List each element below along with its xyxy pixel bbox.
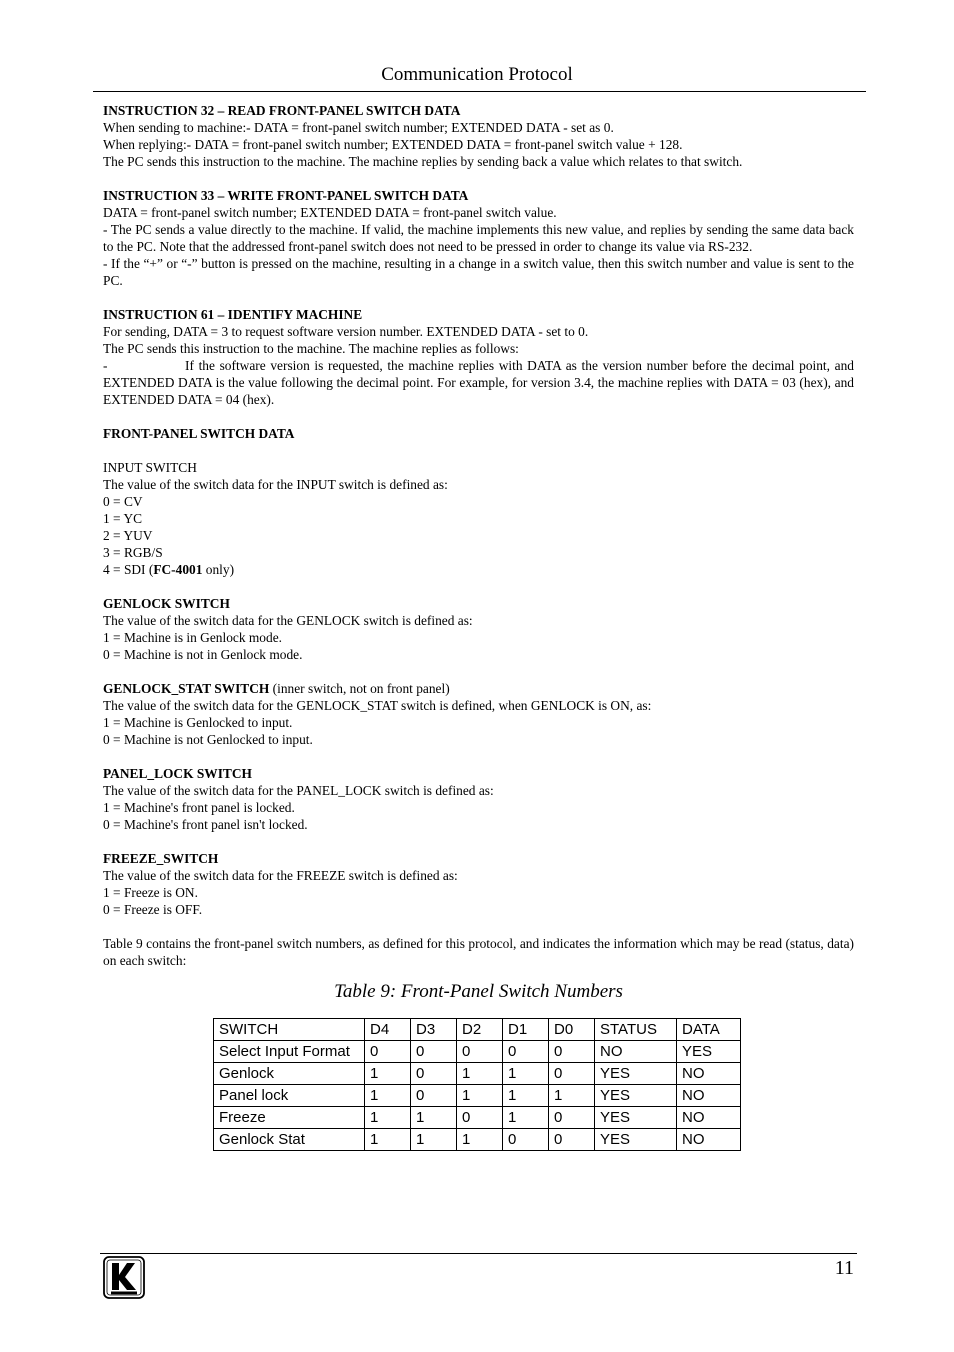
table-cell: 1 [365, 1085, 411, 1107]
instruction-33-heading: INSTRUCTION 33 – WRITE FRONT-PANEL SWITCH DATA [103, 188, 469, 203]
list-dash: - [103, 358, 108, 373]
table-cell: 1 [365, 1063, 411, 1085]
table-row [214, 1129, 741, 1151]
table-header-cell: D0 [549, 1019, 595, 1041]
instruction-61-text: If the software version is requested, the machine replies with DATA as the version number before the decimal point, and EXTENDED DATA is the value following the decimal point. For example, for version 3.4, the machine replies with DATA = 03 (hex), and EXTENDED DATA = 04 (hex). [103, 358, 854, 407]
instruction-61-paragraph [103, 357, 854, 408]
table-header-cell: SWITCH [214, 1019, 365, 1041]
table-cell: NO [595, 1041, 677, 1063]
table-cell: 0 [503, 1041, 549, 1063]
input-switch-value: 1 = YC [103, 511, 143, 526]
input-switch-value [103, 561, 854, 578]
kramer-logo [103, 1256, 145, 1299]
table-cell: Genlock Stat [214, 1129, 365, 1151]
table-cell: YES [595, 1085, 677, 1107]
freeze-switch-desc: The value of the switch data for the FREEZE switch is defined as: [103, 868, 458, 883]
sdi-model: FC-4001 [153, 562, 203, 577]
table-intro: Table 9 contains the front-panel switch numbers, as defined for this protocol, and indicates the information which may be read (status, data) on each switch: [103, 936, 854, 968]
panel-lock-value: 0 = Machine's front panel isn't locked. [103, 817, 308, 832]
table-cell: 0 [549, 1129, 595, 1151]
genlock-switch-heading: GENLOCK SWITCH [103, 596, 230, 611]
table-header-cell: D4 [365, 1019, 411, 1041]
table-cell: NO [677, 1063, 741, 1085]
table-cell: 0 [411, 1063, 457, 1085]
table-cell: 0 [457, 1041, 503, 1063]
table-cell: 1 [503, 1063, 549, 1085]
table-cell: YES [595, 1107, 677, 1129]
table-header-cell: D2 [457, 1019, 503, 1041]
table-cell: 0 [549, 1107, 595, 1129]
table-cell: 0 [549, 1041, 595, 1063]
table-cell: 1 [503, 1107, 549, 1129]
instruction-61-heading: INSTRUCTION 61 – IDENTIFY MACHINE [103, 307, 363, 322]
sdi-suffix: only) [202, 562, 235, 577]
instruction-33-line: DATA = front-panel switch number; EXTENDED DATA = front-panel switch value. [103, 205, 557, 220]
input-switch-value: 0 = CV [103, 494, 143, 509]
table-cell: NO [677, 1129, 741, 1151]
input-switch-desc: The value of the switch data for the INPUT switch is defined as: [103, 477, 448, 492]
instruction-33-paragraph: - The PC sends a value directly to the machine. If valid, the machine implements this new value, and replies by sending the same data back to the PC. Note that the addressed front-panel switch does not need to be pressed in order to change its value via RS-232. [103, 222, 854, 254]
instruction-33-paragraph: - If the “+” or “-” button is pressed on the machine, resulting in a change in a switch value, then this switch number and value is sent to the PC. [103, 256, 854, 288]
table-cell: 0 [411, 1085, 457, 1107]
table-header-cell: DATA [677, 1019, 741, 1041]
table-cell: NO [677, 1085, 741, 1107]
instruction-32-line: The PC sends this instruction to the machine. The machine replies by sending back a value which relates to that switch. [103, 154, 743, 169]
panel-lock-value: 1 = Machine's front panel is locked. [103, 800, 295, 815]
table-cell: 0 [503, 1129, 549, 1151]
genlock-stat-desc: The value of the switch data for the GENLOCK_STAT switch is defined, when GENLOCK is ON, as: [103, 698, 652, 713]
instruction-61-line: For sending, DATA = 3 to request software version number. EXTENDED DATA - set to 0. [103, 324, 589, 339]
instruction-61-line: The PC sends this instruction to the machine. The machine replies as follows: [103, 341, 519, 356]
table-row [214, 1063, 741, 1085]
freeze-switch-value: 0 = Freeze is OFF. [103, 902, 203, 917]
instruction-32-line: When replying:- DATA = front-panel switch number; EXTENDED DATA = front-panel switch value + 128. [103, 137, 683, 152]
table-cell: 0 [457, 1107, 503, 1129]
freeze-switch-value: 1 = Freeze is ON. [103, 885, 198, 900]
genlock-stat-value: 1 = Machine is Genlocked to input. [103, 715, 293, 730]
genlock-stat-note: (inner switch, not on front panel) [269, 681, 450, 696]
table-cell: 0 [549, 1063, 595, 1085]
input-switch-value: 3 = RGB/S [103, 545, 163, 560]
table-cell: 1 [365, 1129, 411, 1151]
genlock-switch-value: 1 = Machine is in Genlock mode. [103, 630, 282, 645]
panel-lock-heading: PANEL_LOCK SWITCH [103, 766, 252, 781]
footer-divider [100, 1253, 857, 1254]
table-cell: 1 [411, 1107, 457, 1129]
table-cell: 1 [457, 1085, 503, 1107]
front-panel-heading: FRONT-PANEL SWITCH DATA [103, 426, 295, 441]
genlock-stat-heading-line [103, 680, 854, 697]
table-cell: YES [595, 1129, 677, 1151]
table-cell: 1 [365, 1107, 411, 1129]
instruction-32-line: When sending to machine:- DATA = front-panel switch number; EXTENDED DATA - set as 0. [103, 120, 614, 135]
genlock-stat-value: 0 = Machine is not Genlocked to input. [103, 732, 313, 747]
table-cell: Panel lock [214, 1085, 365, 1107]
freeze-switch-heading: FREEZE_SWITCH [103, 851, 219, 866]
table-cell: YES [677, 1041, 741, 1063]
table-row [214, 1085, 741, 1107]
table-header-row [214, 1019, 741, 1041]
genlock-stat-heading: GENLOCK_STAT SWITCH [103, 681, 270, 696]
table-cell: 0 [411, 1041, 457, 1063]
page-header-title: Communication Protocol [381, 64, 573, 85]
table-cell: YES [595, 1063, 677, 1085]
table-cell: Freeze [214, 1107, 365, 1129]
table-cell: Genlock [214, 1063, 365, 1085]
genlock-switch-value: 0 = Machine is not in Genlock mode. [103, 647, 303, 662]
table-cell: 1 [411, 1129, 457, 1151]
table-cell: 0 [365, 1041, 411, 1063]
table-header-cell: D1 [503, 1019, 549, 1041]
panel-lock-desc: The value of the switch data for the PANEL_LOCK switch is defined as: [103, 783, 494, 798]
genlock-switch-desc: The value of the switch data for the GENLOCK switch is defined as: [103, 613, 473, 628]
table-cell: 1 [503, 1085, 549, 1107]
table-caption: Table 9: Front-Panel Switch Numbers [334, 981, 623, 1002]
page-number: 11 [834, 1257, 854, 1279]
switch-numbers-table [213, 1018, 741, 1151]
document-body [103, 102, 854, 1151]
sdi-prefix: 4 = SDI ( [103, 562, 154, 577]
input-switch-value: 2 = YUV [103, 528, 153, 543]
table-header-cell: D3 [411, 1019, 457, 1041]
instruction-32-heading: INSTRUCTION 32 – READ FRONT-PANEL SWITCH DATA [103, 103, 461, 118]
input-switch-heading: INPUT SWITCH [103, 460, 197, 475]
table-header-cell: STATUS [595, 1019, 677, 1041]
table-cell: 1 [457, 1129, 503, 1151]
table-cell: Select Input Format [214, 1041, 365, 1063]
table-row [214, 1041, 741, 1063]
table-cell: 1 [549, 1085, 595, 1107]
table-row [214, 1107, 741, 1129]
header-divider [93, 91, 866, 92]
table-cell: 1 [457, 1063, 503, 1085]
table-cell: NO [677, 1107, 741, 1129]
